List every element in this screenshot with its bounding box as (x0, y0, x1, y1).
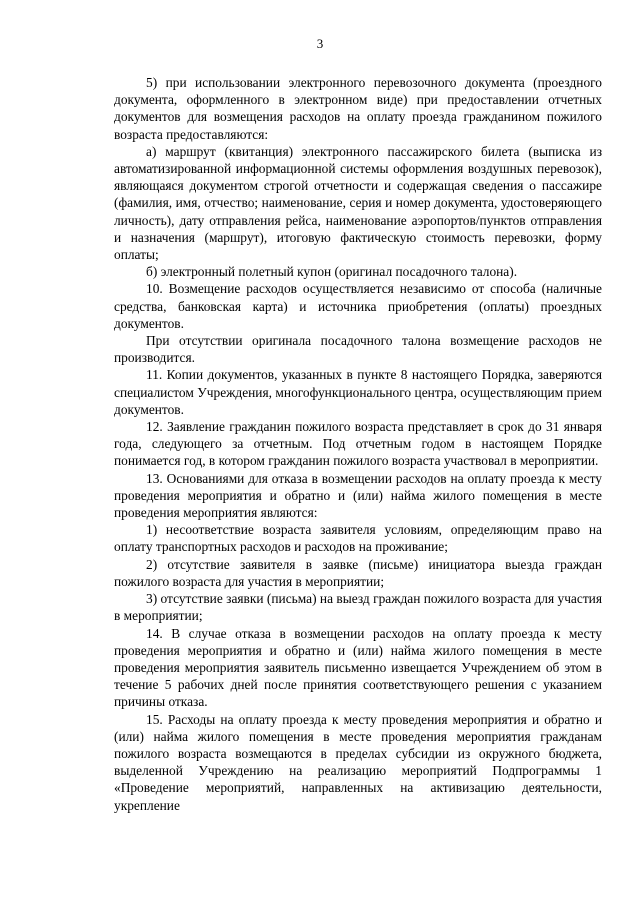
paragraph-11: 11. Копии документов, указанных в пункте 8 настоящего Порядка, заверяются специалистом Учреждения, многофункционального центра, осуществляющим прием документов. (114, 367, 602, 417)
paragraph-13: 13. Основаниями для отказа в возмещении расходов на оплату проезда к месту проведения мероприятия и обратно и (или) найма жилого помещения в месте проведения мероприятия являются: (114, 470, 602, 521)
paragraph-13-item-3: 3) отсутствие заявки (письма) на выезд граждан пожилого возраста для участия в мероприятии; (114, 591, 602, 624)
document-body (114, 74, 602, 814)
paragraph-item-5: 5) при использовании электронного перевозочного документа (проездного документа, оформленного в электронном виде) при предоставлении отчетных документов для возмещения расходов на оплату проезда гражданином пожилого возраста предоставляются: (114, 75, 602, 142)
paragraph-12: 12. Заявление гражданин пожилого возраста представляет в срок до 31 января года, следующего за отчетным. Под отчетным годом в настоящем Порядке понимается год, в котором гражданин пожилого возраста участвовал в мероприятии. (114, 419, 602, 469)
paragraph-14: 14. В случае отказа в возмещении расходов на оплату проезда к месту проведения мероприятия и обратно и (или) найма жилого помещения в месте проведения мероприятия заявитель письменно извещается Учреждением об этом в течение 5 рабочих дней после принятия соответствующего решения с указанием причины отказа. (114, 625, 602, 710)
paragraph-15: 15. Расходы на оплату проезда к месту проведения мероприятия и обратно и (или) найма жилого помещения в месте проведения мероприятия гражданам пожилого возраста возмещаются в пределах субсидии из окружного бюджета, выделенной Учреждению на реализацию мероприятий Подпрограммы 1 «Проведение мероприятий, направленных на активизацию деятельности, укрепление (114, 711, 602, 813)
paragraph-subitem-b: б) электронный полетный купон (оригинал посадочного талона). (146, 264, 518, 280)
paragraph-13-item-1: 1) несоответствие возраста заявителя условиям, определяющим право на оплату транспортных расходов и расходов на проживание; (114, 522, 602, 555)
paragraph-subitem-a: а) маршрут (квитанция) электронного пассажирского билета (выписка из автоматизированной информационной системы оформления воздушных перевозок), являющаяся документом строгой отчетности и содержащая сведения о пассажире (фамилия, имя, отчество; наименование, серия и номер документа, удостоверяющего личность), дату отправления рейса, наименование аэропортов/пунктов отправления и назначения (маршрут), итоговую фактическую стоимость перевозки, форму оплаты; (114, 143, 602, 263)
paragraph-10-note: При отсутствии оригинала посадочного талона возмещение расходов не производится. (114, 333, 602, 366)
paragraph-13-item-2: 2) отсутствие заявителя в заявке (письме) инициатора выезда граждан пожилого возраста для участия в мероприятии; (114, 556, 602, 589)
paragraph-10: 10. Возмещение расходов осуществляется независимо от способа (наличные средства, банковская карта) и источника приобретения (оплаты) проездных документов. (114, 281, 602, 331)
page-number: 3 (316, 36, 324, 51)
